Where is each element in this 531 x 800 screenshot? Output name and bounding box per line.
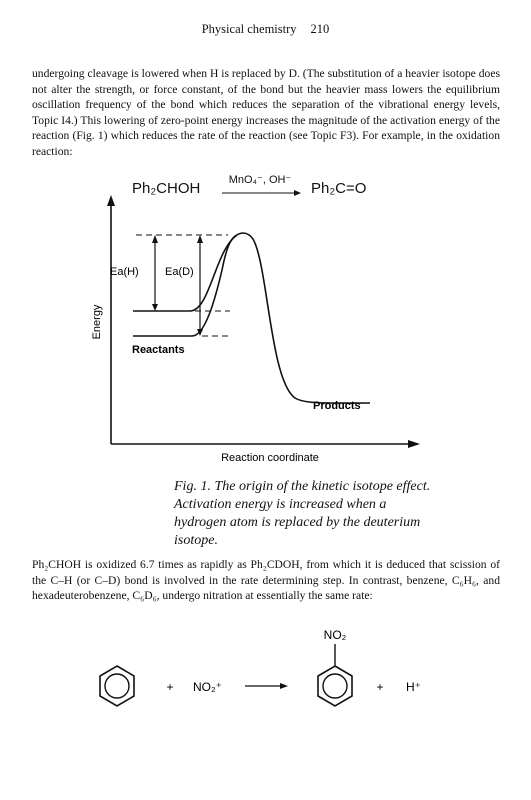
x-axis-arrowhead (408, 440, 420, 448)
energy-curve-d (133, 235, 237, 336)
energy-curve-h (133, 233, 370, 403)
label-products: Products (313, 400, 361, 412)
paragraph-2: Ph₂CHOH is oxidized 6.7 times as rapidly as Ph₂CDOH, from which it is deduced that scission of the C–H (or C–D) bond is involved in the rate determining step. In contrast, benzene, C₆H₆, and hexadeuterobenzene, C₆D₆, undergo nitration at essentially the same rate: (32, 558, 500, 603)
label-ea-d: Ea(D) (165, 266, 194, 278)
plus-sign-2: + (376, 680, 384, 694)
nitronium-ion: NO₂⁺ (193, 680, 222, 694)
ea-h-arrowhead-top (152, 235, 158, 243)
energy-diagram (80, 190, 430, 470)
figure-caption: Fig. 1. The origin of the kinetic isotope effect. Activation energy is increased when a hydrogen atom is replaced by the deuterium isotope. (174, 479, 431, 548)
benzene-ring-product (318, 666, 352, 706)
page-number: 210 (310, 22, 330, 36)
oxidation-conditions: MnO₄⁻, OH⁻ (228, 174, 292, 186)
oxidation-reactant: Ph₂CHOH (132, 180, 201, 197)
page-header (0, 22, 531, 37)
ea-h-arrowhead-bottom (152, 304, 158, 311)
label-reactants: Reactants (132, 344, 185, 356)
proton: H⁺ (406, 680, 421, 694)
nitration-arrow (245, 683, 288, 689)
nitro-group-label: NO₂ (323, 628, 347, 642)
label-ea-h: Ea(H) (110, 266, 139, 278)
oxidation-product: Ph₂C=O (311, 180, 367, 197)
y-axis-arrowhead (107, 195, 115, 206)
benzene-ring-reactant (100, 666, 134, 706)
x-axis-label: Reaction coordinate (221, 452, 319, 464)
header-title: Physical chemistry (201, 22, 297, 36)
paragraph-1: undergoing cleavage is lowered when H is replaced by D. (The substitution of a heavier isotope does not alter the strength, or force constant, of the bond but the heavier mass lowers the equilibrium oscillation frequency of the bond which reduces the separation of the vibrational energy levels, Topic I4.) This lowering of zero-point energy increases the magnitude of the activation energy of the reaction (Fig. 1) which reduces the rate of the reaction (see Topic F3). For example, in the oxidation reaction: (32, 67, 500, 158)
plus-sign-1: + (166, 680, 174, 694)
nitration-scheme (80, 625, 460, 735)
y-axis-label: Energy (91, 304, 103, 340)
ea-d-arrowhead-top (197, 235, 203, 243)
